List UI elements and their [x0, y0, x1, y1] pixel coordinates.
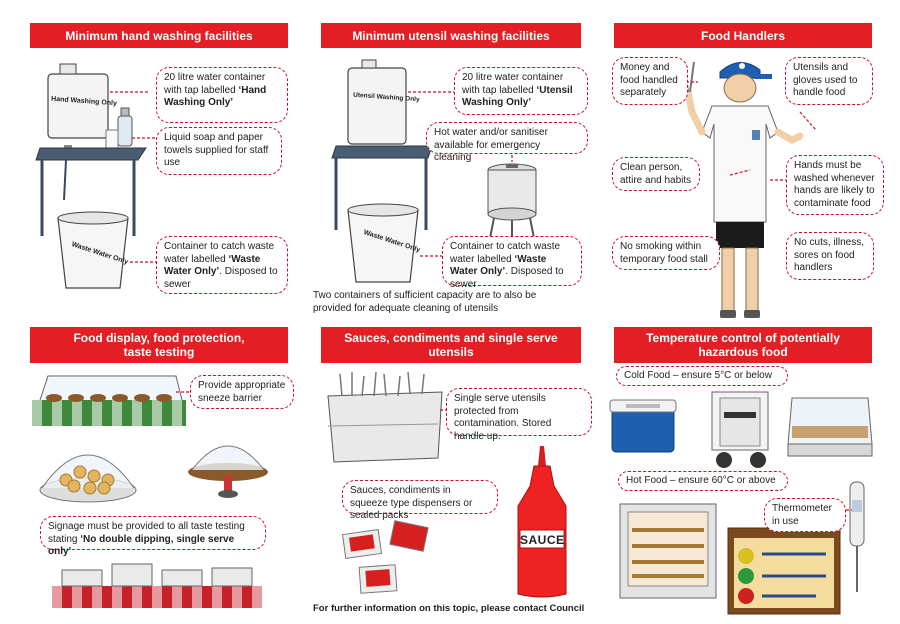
money-food-callout: Money and food handled separately [612, 57, 688, 105]
hand-washing-title: Minimum hand washing facilities [65, 28, 253, 43]
utensils-gloves-callout: Utensils and gloves used to handle food [785, 57, 873, 105]
food-display-title-line2: taste testing [123, 345, 195, 359]
hand-container-callout: 20 litre water container with tap labelled ‘Hand Washing Only’ [156, 67, 288, 123]
cold-food-callout: Cold Food – ensure 5°C or below [616, 366, 788, 386]
utensil-container-label: Utensil Washing Only [352, 91, 420, 104]
hot-food-callout: Hot Food – ensure 60°C or above [618, 471, 788, 491]
single-serve-utensils-callout: Single serve utensils protected from contamination. Stored handle up. [446, 388, 592, 436]
footer-contact-note: For further information on this topic, please contact Council [313, 603, 585, 614]
sauces-dispensers-callout: Sauces, condiments in squeeze type dispensers or sealed packs [342, 480, 498, 514]
utensil-hot-water-callout: Hot water and/or sanitiser available for emergency cleaning [426, 122, 588, 154]
no-cuts-callout: No cuts, illness, sores on food handlers [786, 232, 874, 280]
hand-waste-callout: Container to catch waste water labelled ‘Waste Water Only’. Disposed to sewer [156, 236, 288, 294]
sauces-title-line2: utensils [428, 345, 474, 359]
no-smoking-callout: No smoking within temporary food stall [612, 236, 720, 270]
sauce-bottle-label: SAUCE [520, 533, 565, 547]
temperature-title-line2: hazardous food [698, 345, 788, 359]
temperature-title-line1: Temperature control of potentially [646, 331, 840, 345]
clean-person-callout: Clean person, attire and habits [612, 157, 700, 191]
thermometer-callout: Thermometer in use [764, 498, 846, 532]
food-handlers-title: Food Handlers [700, 28, 785, 43]
hand-bucket-label: Waste Water Only [70, 241, 129, 266]
hand-container-label: Hand Washing Only [50, 95, 118, 108]
sauces-title-line1: Sauces, condiments and single serve [344, 331, 558, 345]
hand-soap-callout: Liquid soap and paper towels supplied for staff use [156, 127, 282, 175]
taste-testing-signage-callout: Signage must be provided to all taste testing stating ‘No double dipping, single serve only’ [40, 516, 266, 550]
utensil-container-callout: 20 litre water container with tap labelled ‘Utensil Washing Only’ [454, 67, 588, 115]
utensil-washing-title: Minimum utensil washing facilities [352, 28, 550, 43]
utensil-note: Two containers of sufficient capacity are to also be provided for adequate cleaning of utensils [313, 290, 537, 314]
hands-washed-callout: Hands must be washed whenever hands are likely to contaminate food [786, 155, 884, 215]
utensil-bucket-label: Waste Water Only [362, 229, 421, 254]
sneeze-barrier-callout: Provide appropriate sneeze barrier [190, 375, 294, 409]
utensil-waste-callout: Container to catch waste water labelled ‘Waste Water Only’. Disposed to sewer [442, 236, 582, 286]
food-display-title-line1: Food display, food protection, [73, 331, 245, 345]
